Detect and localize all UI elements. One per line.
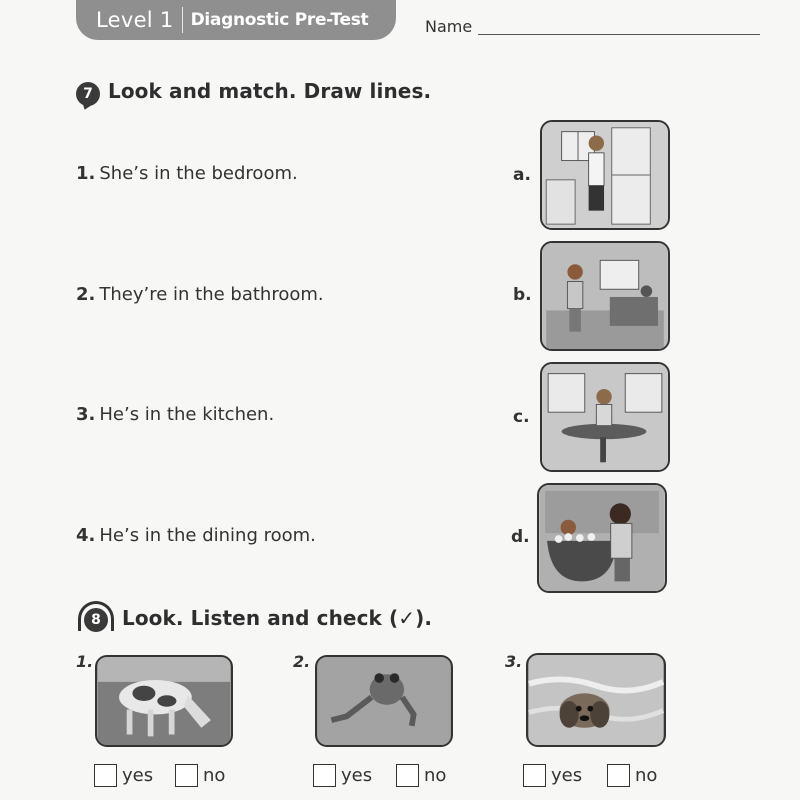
header-divider: [182, 7, 183, 33]
test-title: Diagnostic Pre-Test: [190, 10, 369, 30]
photo-label-1: 1.: [76, 652, 94, 671]
cow-photo[interactable]: [95, 655, 233, 747]
checkbox[interactable]: [607, 764, 630, 787]
picture-bathroom[interactable]: [537, 483, 667, 593]
headphones-icon: [78, 601, 114, 631]
photo-label-2: 2.: [293, 652, 311, 671]
option-letter-c: c.: [513, 407, 530, 427]
bathroom-illustration: [539, 485, 665, 591]
check-no-3[interactable]: no: [607, 764, 657, 787]
picture-kitchen[interactable]: [540, 120, 670, 230]
check-no-1[interactable]: no: [175, 764, 225, 787]
check-no-2[interactable]: no: [396, 764, 446, 787]
kitchen-illustration: [542, 122, 668, 228]
level-label: Level 1: [96, 8, 174, 32]
checkbox[interactable]: [175, 764, 198, 787]
option-letter-d: d.: [511, 527, 530, 547]
dining-room-illustration: [542, 364, 668, 470]
checkbox[interactable]: [396, 764, 419, 787]
exercise-8-badge: 8: [84, 608, 108, 632]
match-item-2: 2. They’re in the bathroom.: [76, 284, 324, 305]
checkbox[interactable]: [523, 764, 546, 787]
check-yes-2[interactable]: yes: [313, 764, 372, 787]
frog-photo[interactable]: [315, 655, 453, 747]
check-yes-1[interactable]: yes: [94, 764, 153, 787]
check-yes-3[interactable]: yes: [523, 764, 582, 787]
exercise-8-title: Look. Listen and check (✓).: [122, 606, 433, 630]
dog-icon: [528, 655, 664, 745]
bedroom-illustration: [542, 243, 668, 349]
header-tab: [76, 0, 396, 40]
exercise-7-badge: 7: [76, 82, 100, 106]
checkbox[interactable]: [313, 764, 336, 787]
exercise-7-title: Look and match. Draw lines.: [108, 79, 432, 103]
photo-label-3: 3.: [505, 652, 523, 671]
name-label: Name: [425, 17, 473, 36]
match-item-4: 4. He’s in the dining room.: [76, 525, 316, 546]
cow-icon: [97, 657, 231, 745]
match-item-1: 1. She’s in the bedroom.: [76, 163, 298, 184]
picture-bedroom[interactable]: [540, 241, 670, 351]
frog-icon: [317, 657, 451, 745]
match-item-3: 3. He’s in the kitchen.: [76, 404, 275, 425]
dog-swimming-photo[interactable]: [526, 653, 666, 747]
name-field-line[interactable]: [478, 34, 760, 35]
picture-dining-room[interactable]: [540, 362, 670, 472]
option-letter-a: a.: [513, 165, 531, 185]
checkbox[interactable]: [94, 764, 117, 787]
option-letter-b: b.: [513, 285, 532, 305]
